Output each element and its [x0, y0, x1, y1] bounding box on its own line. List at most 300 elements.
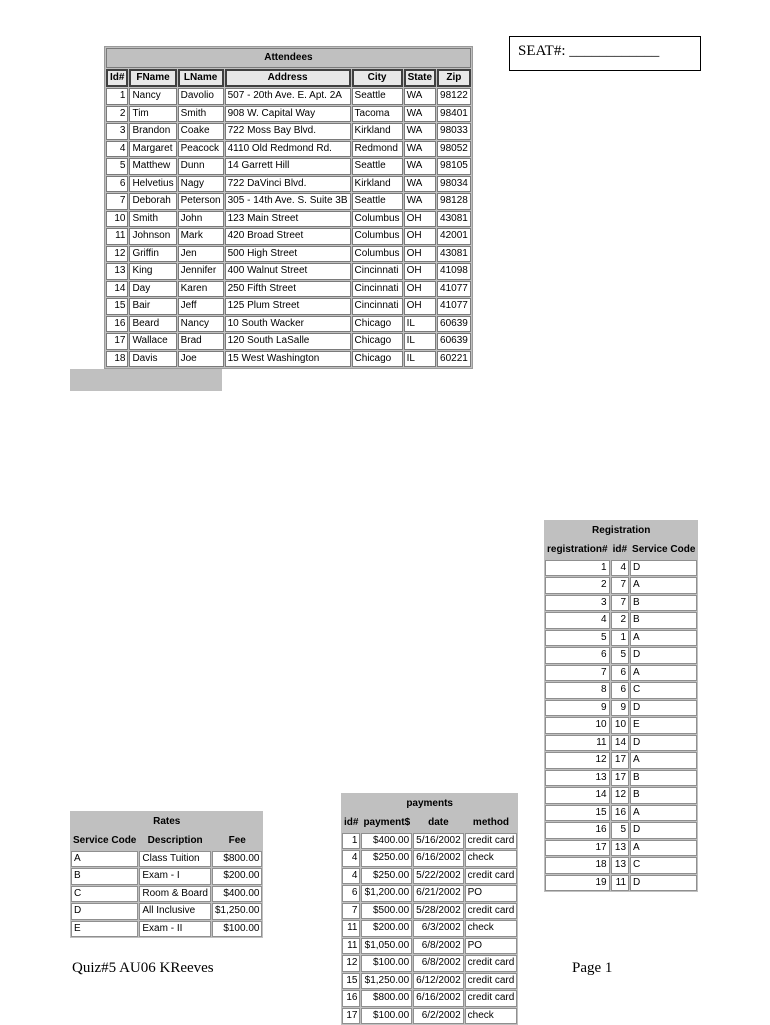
- table-cell: C: [630, 682, 697, 699]
- table-cell: 5: [545, 630, 610, 647]
- table-row: [545, 805, 697, 822]
- rates-body: [71, 851, 262, 938]
- table-cell: 10: [106, 211, 128, 228]
- table-cell: 4: [106, 141, 128, 158]
- table-cell: 13: [611, 840, 629, 857]
- table-cell: 123 Main Street: [225, 211, 351, 228]
- table-cell: 6: [611, 665, 629, 682]
- table-row: [106, 88, 471, 105]
- table-cell: 10 South Wacker: [225, 316, 351, 333]
- table-cell: Nagy: [178, 176, 224, 193]
- table-row: [106, 351, 471, 368]
- table-cell: OH: [404, 246, 436, 263]
- table-row: [342, 990, 517, 1007]
- table-cell: 10: [611, 717, 629, 734]
- table-cell: Jen: [178, 246, 224, 263]
- table-cell: 507 - 20th Ave. E. Apt. 2A: [225, 88, 351, 105]
- table-cell: 12: [545, 752, 610, 769]
- table-cell: WA: [404, 193, 436, 210]
- table-row: [545, 822, 697, 839]
- table-cell: check: [465, 850, 518, 867]
- table-cell: 5: [611, 822, 629, 839]
- table-cell: 5: [611, 647, 629, 664]
- table-cell: 6/16/2002: [413, 850, 464, 867]
- table-cell: 15: [545, 805, 610, 822]
- table-cell: 6/12/2002: [413, 973, 464, 990]
- gray-bar: [70, 369, 222, 391]
- table-cell: credit card: [465, 903, 518, 920]
- table-cell: Matthew: [129, 158, 176, 175]
- table-cell: E: [630, 717, 697, 734]
- table-cell: PO: [465, 938, 518, 955]
- table-row: [342, 938, 517, 955]
- table-cell: D: [630, 735, 697, 752]
- table-cell: Jeff: [178, 298, 224, 315]
- table-cell: 17: [545, 840, 610, 857]
- table-cell: 120 South LaSalle: [225, 333, 351, 350]
- table-cell: $800.00: [361, 990, 412, 1007]
- table-row: [106, 106, 471, 123]
- table-cell: $800.00: [212, 851, 263, 868]
- column-header: Zip: [437, 69, 471, 87]
- table-cell: 6/16/2002: [413, 990, 464, 1007]
- column-header: Description: [139, 833, 211, 850]
- table-cell: Tim: [129, 106, 176, 123]
- footer-left: Quiz#5 AU06 KReeves: [72, 960, 214, 976]
- table-cell: Mark: [178, 228, 224, 245]
- table-cell: 2: [611, 612, 629, 629]
- table-cell: 17: [342, 1008, 360, 1025]
- table-cell: 11: [611, 875, 629, 892]
- table-cell: 60639: [437, 333, 471, 350]
- table-cell: 6/3/2002: [413, 920, 464, 937]
- table-cell: WA: [404, 123, 436, 140]
- table-row: [106, 193, 471, 210]
- table-cell: 250 Fifth Street: [225, 281, 351, 298]
- table-cell: 722 Moss Bay Blvd.: [225, 123, 351, 140]
- table-cell: 7: [545, 665, 610, 682]
- table-cell: $250.00: [361, 850, 412, 867]
- table-row: [106, 246, 471, 263]
- table-cell: Davolio: [178, 88, 224, 105]
- payments-body: [342, 833, 517, 1025]
- table-cell: 17: [611, 752, 629, 769]
- table-cell: WA: [404, 88, 436, 105]
- table-cell: Brandon: [129, 123, 176, 140]
- table-cell: $1,250.00: [361, 973, 412, 990]
- table-row: [342, 1008, 517, 1025]
- table-cell: B: [630, 787, 697, 804]
- table-cell: Columbus: [352, 228, 403, 245]
- table-cell: Seattle: [352, 158, 403, 175]
- table-cell: Johnson: [129, 228, 176, 245]
- table-cell: 5/16/2002: [413, 833, 464, 850]
- table-cell: 420 Broad Street: [225, 228, 351, 245]
- table-cell: A: [71, 851, 138, 868]
- table-cell: Tacoma: [352, 106, 403, 123]
- table-cell: 3: [545, 595, 610, 612]
- table-cell: Wallace: [129, 333, 176, 350]
- table-cell: 11: [342, 920, 360, 937]
- table-cell: Chicago: [352, 351, 403, 368]
- table-row: [545, 612, 697, 629]
- table-cell: 16: [342, 990, 360, 1007]
- table-cell: Beard: [129, 316, 176, 333]
- table-cell: 43081: [437, 246, 471, 263]
- table-cell: check: [465, 920, 518, 937]
- table-cell: C: [71, 886, 138, 903]
- payments-header-row: [342, 815, 517, 832]
- table-cell: OH: [404, 298, 436, 315]
- table-cell: IL: [404, 333, 436, 350]
- table-cell: Columbus: [352, 211, 403, 228]
- table-cell: 9: [611, 700, 629, 717]
- table-cell: Smith: [129, 211, 176, 228]
- rates-title: Rates: [71, 812, 262, 832]
- table-row: [545, 560, 697, 577]
- table-cell: Kirkland: [352, 123, 403, 140]
- attendees-body: [106, 88, 471, 367]
- table-cell: $200.00: [212, 868, 263, 885]
- table-cell: Exam - I: [139, 868, 211, 885]
- table-cell: 15 West Washington: [225, 351, 351, 368]
- table-cell: 4: [545, 612, 610, 629]
- table-cell: A: [630, 805, 697, 822]
- table-cell: 4: [611, 560, 629, 577]
- table-cell: 400 Walnut Street: [225, 263, 351, 280]
- table-cell: Margaret: [129, 141, 176, 158]
- table-row: [545, 682, 697, 699]
- table-cell: 4: [342, 850, 360, 867]
- table-cell: 11: [342, 938, 360, 955]
- column-header: FName: [129, 69, 176, 87]
- table-cell: Cincinnati: [352, 281, 403, 298]
- table-row: [342, 955, 517, 972]
- table-cell: OH: [404, 228, 436, 245]
- table-cell: Exam - II: [139, 921, 211, 938]
- table-cell: Room & Board: [139, 886, 211, 903]
- table-cell: B: [630, 612, 697, 629]
- table-cell: $200.00: [361, 920, 412, 937]
- table-row: [106, 263, 471, 280]
- table-cell: 98033: [437, 123, 471, 140]
- table-cell: 1: [545, 560, 610, 577]
- table-cell: 5/22/2002: [413, 868, 464, 885]
- table-row: [106, 333, 471, 350]
- table-cell: 12: [342, 955, 360, 972]
- table-cell: 6: [342, 885, 360, 902]
- table-row: [545, 752, 697, 769]
- table-row: [545, 717, 697, 734]
- table-cell: King: [129, 263, 176, 280]
- table-row: [106, 228, 471, 245]
- column-header: Service Code: [71, 833, 138, 850]
- table-cell: 6/2/2002: [413, 1008, 464, 1025]
- table-cell: 6/21/2002: [413, 885, 464, 902]
- table-cell: IL: [404, 351, 436, 368]
- table-cell: $1,250.00: [212, 903, 263, 920]
- column-header: method: [465, 815, 518, 832]
- table-cell: 7: [611, 577, 629, 594]
- table-cell: 14: [106, 281, 128, 298]
- table-cell: $100.00: [212, 921, 263, 938]
- table-cell: Griffin: [129, 246, 176, 263]
- table-cell: credit card: [465, 868, 518, 885]
- table-cell: $1,200.00: [361, 885, 412, 902]
- table-cell: Seattle: [352, 88, 403, 105]
- table-row: [71, 886, 262, 903]
- table-cell: 2: [545, 577, 610, 594]
- table-cell: 17: [106, 333, 128, 350]
- table-cell: Joe: [178, 351, 224, 368]
- table-cell: 13: [611, 857, 629, 874]
- table-cell: 6: [611, 682, 629, 699]
- table-cell: $100.00: [361, 1008, 412, 1025]
- table-cell: D: [630, 700, 697, 717]
- table-cell: D: [630, 560, 697, 577]
- table-cell: D: [630, 875, 697, 892]
- table-cell: 98105: [437, 158, 471, 175]
- table-cell: Brad: [178, 333, 224, 350]
- table-cell: WA: [404, 106, 436, 123]
- table-cell: 908 W. Capital Way: [225, 106, 351, 123]
- seat-box: SEAT#: ____________: [509, 36, 701, 71]
- table-row: [545, 875, 697, 892]
- table-cell: 98122: [437, 88, 471, 105]
- table-cell: Kirkland: [352, 176, 403, 193]
- table-row: [106, 316, 471, 333]
- table-cell: credit card: [465, 990, 518, 1007]
- attendees-header-row: [106, 69, 471, 87]
- table-cell: C: [630, 857, 697, 874]
- table-cell: 8: [545, 682, 610, 699]
- table-cell: 6/8/2002: [413, 938, 464, 955]
- table-cell: Karen: [178, 281, 224, 298]
- table-row: [545, 787, 697, 804]
- table-cell: 9: [545, 700, 610, 717]
- table-cell: 3: [106, 123, 128, 140]
- table-cell: 500 High Street: [225, 246, 351, 263]
- table-cell: 98128: [437, 193, 471, 210]
- table-cell: 4110 Old Redmond Rd.: [225, 141, 351, 158]
- table-cell: 16: [545, 822, 610, 839]
- table-cell: Chicago: [352, 316, 403, 333]
- table-cell: 15: [342, 973, 360, 990]
- table-cell: Dunn: [178, 158, 224, 175]
- column-header: LName: [178, 69, 224, 87]
- table-cell: Bair: [129, 298, 176, 315]
- registration-body: [545, 560, 697, 892]
- table-cell: Seattle: [352, 193, 403, 210]
- table-row: [342, 885, 517, 902]
- table-cell: 15: [106, 298, 128, 315]
- table-cell: $400.00: [212, 886, 263, 903]
- table-cell: A: [630, 577, 697, 594]
- column-header: Service Code: [630, 542, 697, 559]
- table-row: [342, 868, 517, 885]
- table-row: [545, 595, 697, 612]
- table-cell: 1: [106, 88, 128, 105]
- column-header: State: [404, 69, 436, 87]
- column-header: City: [352, 69, 403, 87]
- table-cell: 11: [106, 228, 128, 245]
- table-cell: Cincinnati: [352, 263, 403, 280]
- table-cell: $250.00: [361, 868, 412, 885]
- table-cell: D: [630, 822, 697, 839]
- table-row: [71, 921, 262, 938]
- attendees-title: Attendees: [106, 48, 471, 68]
- table-row: [106, 211, 471, 228]
- table-row: [342, 903, 517, 920]
- table-cell: Davis: [129, 351, 176, 368]
- table-row: [545, 735, 697, 752]
- table-cell: Day: [129, 281, 176, 298]
- column-header: Address: [225, 69, 351, 87]
- table-cell: 19: [545, 875, 610, 892]
- table-cell: OH: [404, 263, 436, 280]
- table-row: [106, 176, 471, 193]
- rates-table: [70, 811, 263, 938]
- table-cell: credit card: [465, 973, 518, 990]
- table-row: [545, 647, 697, 664]
- table-cell: 5: [106, 158, 128, 175]
- table-cell: Class Tuition: [139, 851, 211, 868]
- table-row: [342, 920, 517, 937]
- table-cell: Coake: [178, 123, 224, 140]
- table-cell: 7: [342, 903, 360, 920]
- table-cell: 60221: [437, 351, 471, 368]
- attendees-table: [104, 46, 473, 369]
- table-row: [342, 850, 517, 867]
- table-cell: Redmond: [352, 141, 403, 158]
- table-cell: 14: [545, 787, 610, 804]
- table-cell: OH: [404, 281, 436, 298]
- table-cell: B: [71, 868, 138, 885]
- table-row: [71, 851, 262, 868]
- table-cell: credit card: [465, 833, 518, 850]
- table-cell: 7: [106, 193, 128, 210]
- table-cell: 12: [611, 787, 629, 804]
- column-header: date: [413, 815, 464, 832]
- table-cell: 43081: [437, 211, 471, 228]
- payments-title: payments: [342, 794, 517, 814]
- table-cell: 42001: [437, 228, 471, 245]
- table-cell: 98052: [437, 141, 471, 158]
- table-cell: 14 Garrett Hill: [225, 158, 351, 175]
- table-row: [106, 141, 471, 158]
- table-cell: WA: [404, 158, 436, 175]
- table-row: [71, 868, 262, 885]
- table-cell: D: [71, 903, 138, 920]
- table-cell: 7: [611, 595, 629, 612]
- table-cell: Nancy: [129, 88, 176, 105]
- table-cell: IL: [404, 316, 436, 333]
- table-row: [545, 770, 697, 787]
- table-cell: A: [630, 752, 697, 769]
- table-cell: Jennifer: [178, 263, 224, 280]
- table-cell: $1,050.00: [361, 938, 412, 955]
- table-row: [106, 298, 471, 315]
- table-cell: 6/8/2002: [413, 955, 464, 972]
- table-cell: 125 Plum Street: [225, 298, 351, 315]
- table-cell: Helvetius: [129, 176, 176, 193]
- table-cell: 4: [342, 868, 360, 885]
- table-cell: 16: [106, 316, 128, 333]
- table-row: [342, 833, 517, 850]
- table-cell: credit card: [465, 955, 518, 972]
- table-row: [545, 577, 697, 594]
- table-cell: 305 - 14th Ave. S. Suite 3B: [225, 193, 351, 210]
- table-cell: 2: [106, 106, 128, 123]
- table-cell: A: [630, 665, 697, 682]
- table-cell: 13: [106, 263, 128, 280]
- table-cell: All Inclusive: [139, 903, 211, 920]
- column-header: id#: [342, 815, 360, 832]
- column-header: registration#: [545, 542, 610, 559]
- table-row: [545, 857, 697, 874]
- table-cell: $400.00: [361, 833, 412, 850]
- page-number: Page 1: [572, 960, 613, 976]
- table-row: [106, 281, 471, 298]
- table-row: [106, 158, 471, 175]
- table-cell: B: [630, 595, 697, 612]
- table-cell: 17: [611, 770, 629, 787]
- table-row: [545, 840, 697, 857]
- table-cell: 11: [545, 735, 610, 752]
- table-cell: Smith: [178, 106, 224, 123]
- registration-table: [544, 520, 698, 892]
- column-header: payment$: [361, 815, 412, 832]
- table-cell: 6: [106, 176, 128, 193]
- table-cell: 16: [611, 805, 629, 822]
- table-row: [106, 123, 471, 140]
- table-cell: 12: [106, 246, 128, 263]
- table-cell: 1: [342, 833, 360, 850]
- table-cell: Peterson: [178, 193, 224, 210]
- column-header: id#: [611, 542, 629, 559]
- column-header: Id#: [106, 69, 128, 87]
- table-cell: Chicago: [352, 333, 403, 350]
- table-cell: 60639: [437, 316, 471, 333]
- column-header: Fee: [212, 833, 263, 850]
- table-cell: 98034: [437, 176, 471, 193]
- table-cell: OH: [404, 211, 436, 228]
- table-cell: check: [465, 1008, 518, 1025]
- table-cell: 10: [545, 717, 610, 734]
- rates-header-row: [71, 833, 262, 850]
- table-cell: PO: [465, 885, 518, 902]
- table-cell: D: [630, 647, 697, 664]
- table-cell: 41077: [437, 281, 471, 298]
- table-cell: Peacock: [178, 141, 224, 158]
- table-row: [545, 630, 697, 647]
- table-cell: John: [178, 211, 224, 228]
- table-cell: 18: [545, 857, 610, 874]
- table-cell: A: [630, 630, 697, 647]
- table-cell: 98401: [437, 106, 471, 123]
- table-cell: 722 DaVinci Blvd.: [225, 176, 351, 193]
- table-row: [71, 903, 262, 920]
- table-cell: Columbus: [352, 246, 403, 263]
- table-cell: WA: [404, 176, 436, 193]
- table-cell: 14: [611, 735, 629, 752]
- table-cell: E: [71, 921, 138, 938]
- table-cell: 5/28/2002: [413, 903, 464, 920]
- payments-table: [341, 793, 518, 1025]
- table-cell: A: [630, 840, 697, 857]
- table-cell: 41077: [437, 298, 471, 315]
- table-cell: Deborah: [129, 193, 176, 210]
